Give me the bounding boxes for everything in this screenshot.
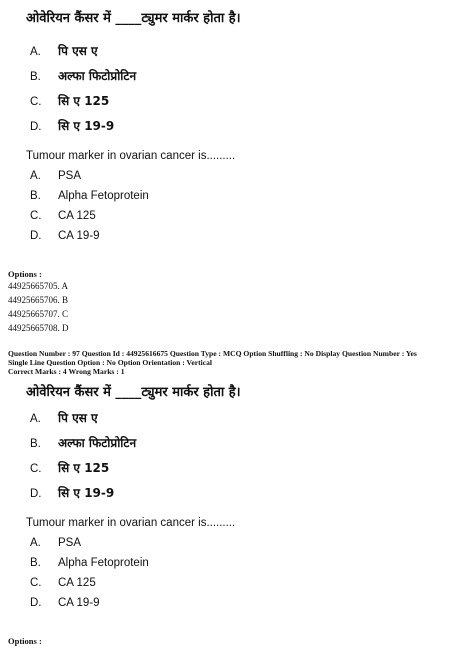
option-letter: D. bbox=[30, 230, 42, 242]
option-english-d bbox=[30, 595, 100, 609]
option-letter: A. bbox=[30, 170, 41, 182]
option-letter: A. bbox=[30, 413, 41, 425]
question-hindi: ओवेरियन कैंसर में ____ट्युमर मार्कर होता है। bbox=[26, 385, 241, 400]
option-id: 44925665707. C bbox=[8, 309, 69, 319]
option-text: अल्फा फिटोप्रोटिन bbox=[58, 436, 137, 450]
option-letter: A. bbox=[30, 537, 41, 549]
option-letter: D. bbox=[30, 597, 42, 609]
question-meta-marks: Correct Marks : 4 Wrong Marks : 1 bbox=[8, 367, 125, 376]
question-meta-line2: Single Line Question Option : No Option Orientation : Vertical bbox=[8, 358, 212, 367]
question-english: Tumour marker in ovarian cancer is......... bbox=[26, 150, 236, 162]
option-text: सि ए 19-9 bbox=[58, 119, 115, 133]
option-text: CA 19-9 bbox=[58, 230, 100, 242]
option-text: PSA bbox=[58, 170, 82, 182]
option-id: 44925665705. A bbox=[8, 281, 69, 291]
option-hindi-a bbox=[30, 409, 98, 426]
option-text: CA 19-9 bbox=[58, 597, 100, 609]
option-text: Alpha Fetoprotein bbox=[58, 557, 149, 569]
option-text: CA 125 bbox=[58, 210, 96, 222]
option-english-c bbox=[30, 575, 96, 589]
option-english-c bbox=[30, 208, 96, 222]
question-english: Tumour marker in ovarian cancer is......... bbox=[26, 517, 236, 529]
option-english-d bbox=[30, 228, 100, 242]
option-letter: A. bbox=[30, 46, 41, 58]
option-text: PSA bbox=[58, 537, 82, 549]
option-english-b bbox=[30, 188, 149, 202]
option-english-a bbox=[30, 535, 81, 549]
options-label: Options : bbox=[8, 636, 42, 646]
options-label: Options : bbox=[8, 269, 42, 279]
option-letter: B. bbox=[30, 557, 41, 569]
option-text: सि ए 19-9 bbox=[58, 486, 115, 500]
option-letter: D. bbox=[30, 121, 42, 133]
option-letter: C. bbox=[30, 210, 42, 222]
option-hindi-c bbox=[30, 92, 109, 109]
option-text: CA 125 bbox=[58, 577, 96, 589]
option-letter: B. bbox=[30, 190, 41, 202]
option-letter: D. bbox=[30, 488, 42, 500]
option-english-a bbox=[30, 168, 81, 182]
option-text: पि एस ए bbox=[58, 44, 98, 58]
option-hindi-a bbox=[30, 42, 98, 59]
option-text: सि ए 125 bbox=[58, 461, 110, 475]
question-meta-line1: Question Number : 97 Question Id : 44925616675 Question Type : MCQ Option Shuffling : No Display Question Number : Yes bbox=[8, 349, 417, 358]
option-id: 44925665706. B bbox=[8, 295, 69, 305]
option-hindi-d bbox=[30, 484, 114, 501]
option-letter: B. bbox=[30, 71, 41, 83]
option-text: अल्फा फिटोप्रोटिन bbox=[58, 69, 137, 83]
option-hindi-c bbox=[30, 459, 109, 476]
option-hindi-d bbox=[30, 117, 114, 134]
question-hindi: ओवेरियन कैंसर में ____ट्युमर मार्कर होता है। bbox=[26, 11, 241, 26]
option-hindi-b bbox=[30, 67, 136, 84]
option-text: Alpha Fetoprotein bbox=[58, 190, 149, 202]
option-text: पि एस ए bbox=[58, 411, 98, 425]
option-text: सि ए 125 bbox=[58, 94, 110, 108]
option-english-b bbox=[30, 555, 149, 569]
option-letter: C. bbox=[30, 577, 42, 589]
option-id: 44925665708. D bbox=[8, 323, 69, 333]
option-letter: C. bbox=[30, 96, 42, 108]
option-letter: B. bbox=[30, 438, 41, 450]
option-letter: C. bbox=[30, 463, 42, 475]
option-hindi-b bbox=[30, 434, 136, 451]
